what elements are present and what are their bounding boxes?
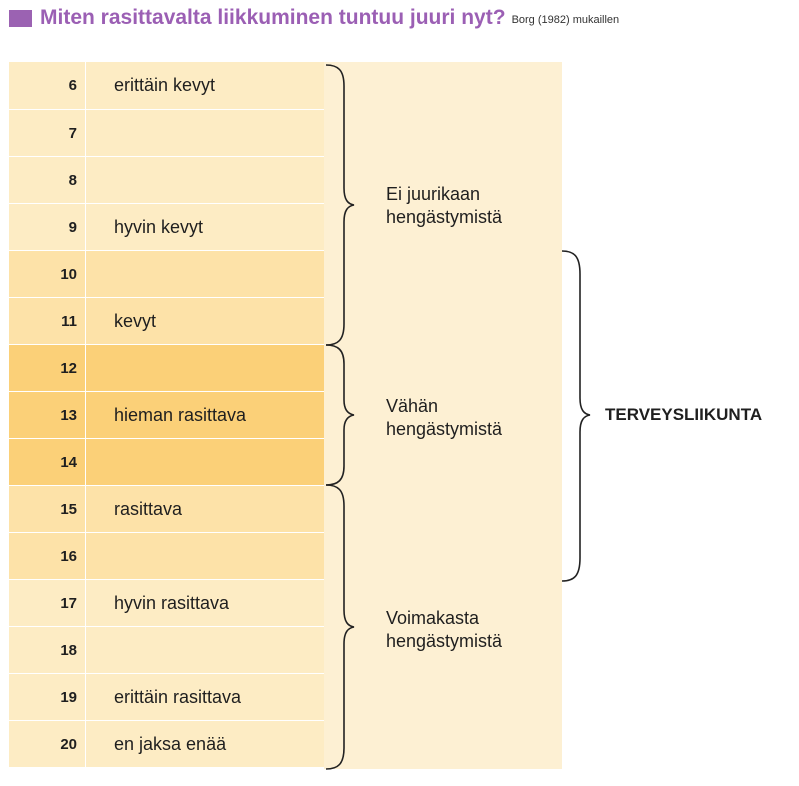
scale-value xyxy=(9,298,85,344)
scale-value-text: 13 xyxy=(60,406,77,424)
scale-value xyxy=(9,580,85,626)
group-3-line1: Voimakasta xyxy=(386,608,480,628)
scale-value-text: 15 xyxy=(60,500,77,518)
scale-value xyxy=(9,533,85,579)
scale-value xyxy=(9,110,85,156)
scale-description xyxy=(85,110,324,156)
scale-row xyxy=(9,203,324,250)
scale-row xyxy=(9,720,324,767)
group-1-line1: Ei juurikaan xyxy=(386,184,481,204)
scale-description xyxy=(85,157,324,203)
scale-value xyxy=(9,439,85,485)
scale-value xyxy=(9,345,85,391)
group-3-line2: hengästymistä xyxy=(386,631,503,651)
scale-value xyxy=(9,674,85,720)
scale-description: hyvin rasittava xyxy=(85,580,324,626)
scale-row xyxy=(9,626,324,673)
scale-description xyxy=(85,251,324,297)
scale-row xyxy=(9,109,324,156)
group-2-line2: hengästymistä xyxy=(386,419,503,439)
scale-row xyxy=(9,438,324,485)
scale-row xyxy=(9,156,324,203)
scale-value-text: 12 xyxy=(60,359,77,377)
scale-value xyxy=(9,204,85,250)
scale-row xyxy=(9,673,324,720)
scale-value xyxy=(9,251,85,297)
scale-value-text: 10 xyxy=(60,265,77,283)
scale-value-text: 18 xyxy=(60,641,77,659)
scale-row xyxy=(9,391,324,438)
scale-description: kevyt xyxy=(85,298,324,344)
group-label-3 xyxy=(386,607,502,653)
scale-value-text: 14 xyxy=(60,453,77,471)
brace-terveysliikunta xyxy=(560,250,594,582)
scale-value-text: 6 xyxy=(68,77,77,94)
group-label-1 xyxy=(386,183,502,229)
scale-description: hieman rasittava xyxy=(85,392,324,438)
scale-description xyxy=(85,345,324,391)
scale-value xyxy=(9,62,85,109)
scale-description: en jaksa enää xyxy=(85,721,324,767)
header-square-icon xyxy=(9,10,32,27)
source-note: Borg (1982) mukaillen xyxy=(511,14,620,26)
group-2-line1: Vähän xyxy=(386,396,439,416)
scale-description: erittäin rasittava xyxy=(85,674,324,720)
scale-row xyxy=(9,344,324,391)
scale-row xyxy=(9,62,324,109)
scale-description xyxy=(85,439,324,485)
scale-value-text: 9 xyxy=(68,218,77,236)
scale-value-text: 7 xyxy=(68,124,77,142)
scale-value xyxy=(9,627,85,673)
scale-row xyxy=(9,579,324,626)
scale-row xyxy=(9,532,324,579)
scale-value-text: 17 xyxy=(60,594,77,612)
borg-scale xyxy=(9,62,324,767)
scale-value-text: 16 xyxy=(60,547,77,565)
scale-value-text: 20 xyxy=(60,735,77,753)
scale-row xyxy=(9,297,324,344)
scale-value xyxy=(9,721,85,767)
scale-description: erittäin kevyt xyxy=(85,62,324,109)
page-title: Miten rasittavalta liikkuminen tuntuu juuri nyt? xyxy=(40,6,506,29)
group-1-line2: hengästymistä xyxy=(386,207,503,227)
terveysliikunta-label: TERVEYSLIIKUNTA xyxy=(605,405,763,424)
group-label-2 xyxy=(386,395,502,441)
scale-description: rasittava xyxy=(85,486,324,532)
scale-description: hyvin kevyt xyxy=(85,204,324,250)
scale-value-text: 19 xyxy=(60,688,77,706)
scale-value xyxy=(9,392,85,438)
scale-row xyxy=(9,250,324,297)
scale-value xyxy=(9,157,85,203)
scale-row xyxy=(9,485,324,532)
brace-group-1 xyxy=(324,64,358,346)
scale-value-text: 11 xyxy=(61,312,77,330)
scale-value-text: 8 xyxy=(68,171,77,189)
scale-description xyxy=(85,627,324,673)
brace-group-2 xyxy=(324,344,358,486)
scale-value xyxy=(9,486,85,532)
scale-description xyxy=(85,533,324,579)
brace-group-3 xyxy=(324,484,358,770)
page-header xyxy=(9,5,619,31)
